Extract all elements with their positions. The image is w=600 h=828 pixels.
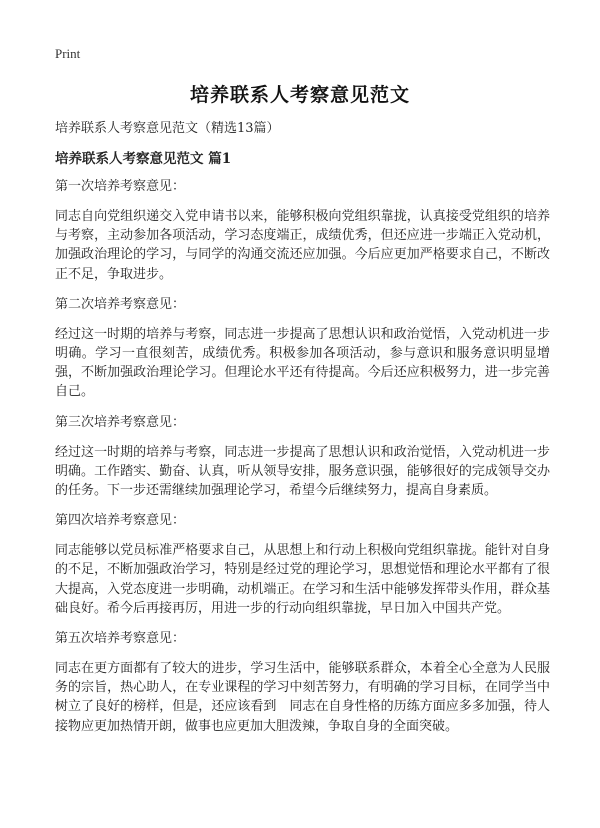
section-3 [55, 414, 550, 501]
section-body: 同志自向党组织递交入党申请书以来，能够积极向党组织靠拢，认真接受党组织的培养与考察，主动参加各项活动，学习态度端正，成绩优秀，但还应进一步端正入党动机，加强政治理论的学习，与同学的沟通交流还应加强。今后应更加严格要求自己，不断改正不足，争取进步。 [55, 209, 550, 282]
print-label: Print [55, 46, 81, 61]
section-5 [55, 630, 550, 736]
section-1 [55, 178, 550, 284]
section-heading: 第五次培养考察意见： [55, 631, 186, 647]
section-heading: 第三次培养考察意见： [55, 414, 186, 430]
section-heading: 第一次培养考察意见： [55, 179, 186, 194]
document-title: 培养联系人考察意见范文 [189, 84, 410, 106]
section-4 [55, 512, 550, 618]
article-heading: 培养联系人考察意见范文 篇1 [55, 151, 232, 167]
document-content [55, 120, 550, 748]
section-body: 经过这一时期的培养与考察，同志进一步提高了思想认识和政治觉悟，入党动机进一步明确。学习一直很刻苦，成绩优秀。积极参加各项活动，参与意识和服务意识明显增强，不断加强政治理论学习。但理论水平还有待提高。今后还应积极努力，进一步完善自己。 [55, 326, 550, 400]
document-subtitle: 培养联系人考察意见范文（精选13篇） [55, 121, 280, 136]
section-2 [55, 296, 550, 402]
section-heading: 第二次培养考察意见： [55, 296, 186, 312]
section-body: 同志在更方面都有了较大的进步，学习生活中，能够联系群众，本着全心全意为人民服务的宗旨，热心助人，在专业课程的学习中刻苦努力，有明确的学习目标，在同学当中树立了良好的榜样，但是，还应该看到 同志在自身性格的历练方面应多多加强，待人接物应更加热情开朗，做事也应更加大胆泼辣，争取自身的全面突破。 [55, 661, 550, 734]
section-body: 同志能够以党员标准严格要求自己，从思想上和行动上积极向党组织靠拢。能针对自身的不足，不断加强政治学习，特别是经过党的理论学习，思想觉悟和理论水平都有了很大提高，入党态度进一步明确，动机端正。在学习和生活中能够发挥带头作用，群众基础良好。希今后再接再厉，用进一步的行动向组织靠拢，早日加入中国共产党。 [55, 543, 550, 616]
section-body: 经过这一时期的培养与考察，同志进一步提高了思想认识和政治觉悟，入党动机进一步明确。工作踏实、勤奋、认真，听从领导安排，服务意识强，能够很好的完成领导交办的任务。下一步还需继续加强理论学习，希望今后继续努力，提高自身素质。 [55, 444, 550, 499]
section-heading: 第四次培养考察意见： [55, 513, 186, 529]
